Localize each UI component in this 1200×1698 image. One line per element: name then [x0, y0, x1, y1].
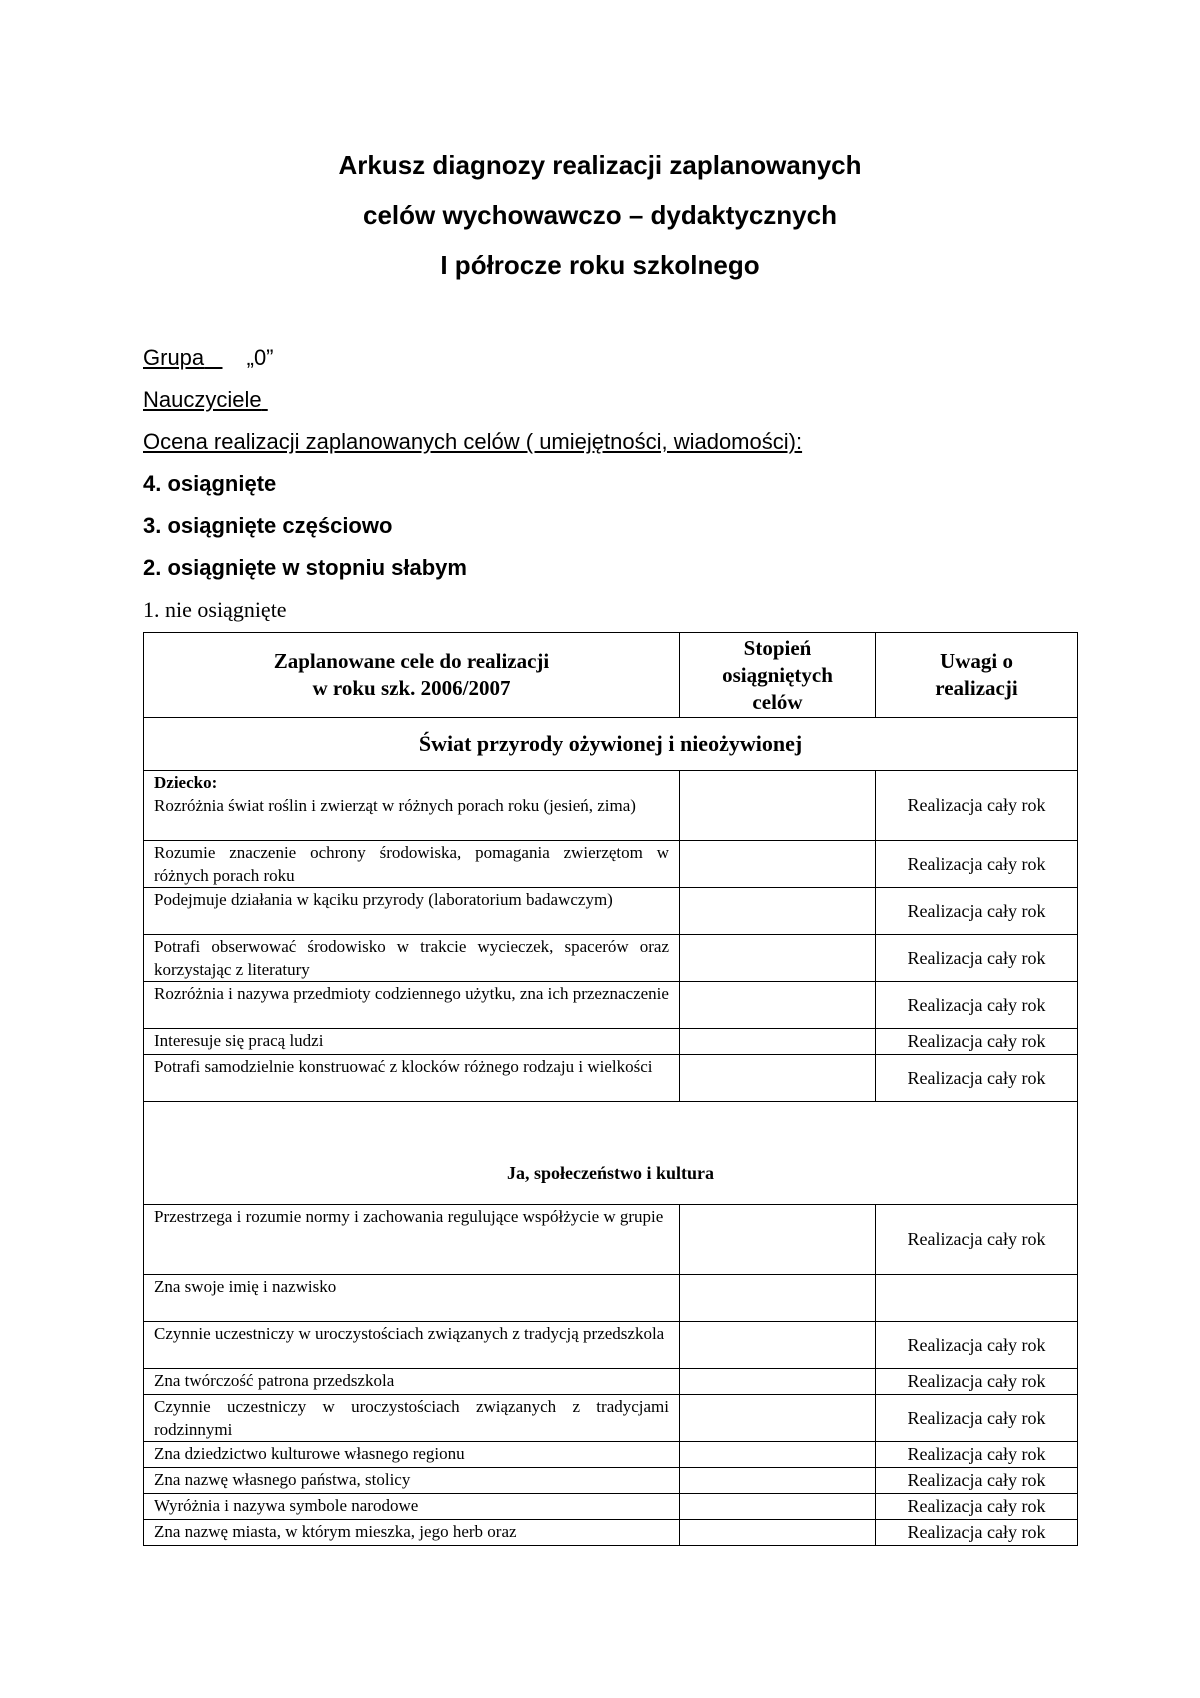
- degree-cell: [680, 841, 876, 888]
- note-cell: Realizacja cały rok: [876, 888, 1078, 935]
- goal-cell: Czynnie uczestniczy w uroczystościach związanych z tradycją przedszkola: [144, 1322, 680, 1369]
- degree-cell: [680, 888, 876, 935]
- table-row: [144, 1442, 1078, 1468]
- group-value: „0”: [246, 345, 274, 370]
- degree-cell: [680, 1520, 876, 1546]
- assessment-heading: Ocena realizacji zaplanowanych celów ( umiejętności, wiadomości):: [143, 429, 803, 454]
- table-row: [144, 1520, 1078, 1546]
- note-cell: Realizacja cały rok: [876, 1369, 1078, 1395]
- goal-cell: Potrafi obserwować środowisko w trakcie wycieczek, spacerów oraz korzystając z literatury: [144, 935, 680, 982]
- section-title-nature: Świat przyrody ożywionej i nieożywionej: [144, 718, 1078, 771]
- note-cell: Realizacja cały rok: [876, 1055, 1078, 1102]
- degree-cell: [680, 982, 876, 1029]
- note-cell: Realizacja cały rok: [876, 1494, 1078, 1520]
- note-cell: Realizacja cały rok: [876, 1442, 1078, 1468]
- header-goals: Zaplanowane cele do realizacji w roku szk. 2006/2007: [144, 633, 680, 718]
- goal-cell: Dziecko: Rozróżnia świat roślin i zwierząt w różnych porach roku (jesień, zima): [144, 771, 680, 841]
- degree-cell: [680, 1275, 876, 1322]
- goal-cell: Interesuje się pracą ludzi: [144, 1029, 680, 1055]
- table-row: [144, 841, 1078, 888]
- scale-item-3: 3. osiągnięte częściowo: [143, 513, 393, 538]
- goal-cell: Zna nazwę miasta, w którym mieszka, jego herb oraz: [144, 1520, 680, 1546]
- table-row: [144, 935, 1078, 982]
- note-cell: Realizacja cały rok: [876, 771, 1078, 841]
- goal-cell: Zna nazwę własnego państwa, stolicy: [144, 1468, 680, 1494]
- teachers-label: Nauczyciele: [143, 387, 262, 412]
- goal-cell: Potrafi samodzielnie konstruować z klocków różnego rodzaju i wielkości: [144, 1055, 680, 1102]
- degree-cell: [680, 935, 876, 982]
- goal-cell: Czynnie uczestniczy w uroczystościach związanych z tradycjami rodzinnymi: [144, 1395, 680, 1442]
- goal-cell: Podejmuje działania w kąciku przyrody (laboratorium badawczym): [144, 888, 680, 935]
- table-row: [144, 1369, 1078, 1395]
- table-row: [144, 1275, 1078, 1322]
- header-notes: Uwagi o realizacji: [876, 633, 1078, 718]
- note-cell: [876, 1275, 1078, 1322]
- table-row: [144, 1468, 1078, 1494]
- goal-cell: Rozumie znaczenie ochrony środowiska, pomagania zwierzętom w różnych porach roku: [144, 841, 680, 888]
- scale-item-4: 4. osiągnięte: [143, 471, 277, 496]
- degree-cell: [680, 1442, 876, 1468]
- note-cell: Realizacja cały rok: [876, 1468, 1078, 1494]
- goal-cell: Zna twórczość patrona przedszkola: [144, 1369, 680, 1395]
- degree-cell: [680, 1494, 876, 1520]
- degree-cell: [680, 1468, 876, 1494]
- note-cell: Realizacja cały rok: [876, 935, 1078, 982]
- table-row: [144, 771, 1078, 841]
- title-line-3: I półrocze roku szkolnego: [440, 250, 760, 280]
- note-cell: Realizacja cały rok: [876, 1520, 1078, 1546]
- note-cell: Realizacja cały rok: [876, 841, 1078, 888]
- header-degree: Stopień osiągniętych celów: [680, 633, 876, 718]
- note-cell: Realizacja cały rok: [876, 1322, 1078, 1369]
- goal-cell: Zna swoje imię i nazwisko: [144, 1275, 680, 1322]
- note-cell: Realizacja cały rok: [876, 982, 1078, 1029]
- scale-item-1: 1. nie osiągnięte: [143, 597, 287, 622]
- table-row: [144, 1205, 1078, 1275]
- table-row: [144, 1055, 1078, 1102]
- title-line-1: Arkusz diagnozy realizacji zaplanowanych: [338, 150, 862, 180]
- goal-cell: Zna dziedzictwo kulturowe własnego regionu: [144, 1442, 680, 1468]
- goals-table: [143, 632, 1078, 1546]
- group-label: Grupa: [143, 345, 205, 370]
- section-title-society: Ja, społeczeństwo i kultura: [144, 1102, 1078, 1205]
- table-row: [144, 982, 1078, 1029]
- degree-cell: [680, 1322, 876, 1369]
- degree-cell: [680, 1395, 876, 1442]
- note-cell: Realizacja cały rok: [876, 1205, 1078, 1275]
- scale-item-2: 2. osiągnięte w stopniu słabym: [143, 555, 467, 580]
- goal-cell: Wyróżnia i nazywa symbole narodowe: [144, 1494, 680, 1520]
- section-title-row: [144, 718, 1078, 771]
- table-row: [144, 1395, 1078, 1442]
- table-header-row: [144, 633, 1078, 718]
- table-row: [144, 1494, 1078, 1520]
- section-title-row: [144, 1102, 1078, 1205]
- table-row: [144, 1029, 1078, 1055]
- degree-cell: [680, 1029, 876, 1055]
- child-lead: Dziecko:: [154, 773, 218, 792]
- note-cell: Realizacja cały rok: [876, 1029, 1078, 1055]
- title-line-2: celów wychowawczo – dydaktycznych: [363, 200, 837, 230]
- note-cell: Realizacja cały rok: [876, 1395, 1078, 1442]
- goal-cell: Przestrzega i rozumie normy i zachowania regulujące współżycie w grupie: [144, 1205, 680, 1275]
- group-line: [143, 337, 802, 379]
- degree-cell: [680, 771, 876, 841]
- goal-cell: Rozróżnia i nazywa przedmioty codziennego użytku, zna ich przeznaczenie: [144, 982, 680, 1029]
- degree-cell: [680, 1055, 876, 1102]
- table-row: [144, 1322, 1078, 1369]
- document-meta: [143, 337, 802, 631]
- degree-cell: [680, 1369, 876, 1395]
- degree-cell: [680, 1205, 876, 1275]
- table-row: [144, 888, 1078, 935]
- document-title: [0, 140, 1200, 290]
